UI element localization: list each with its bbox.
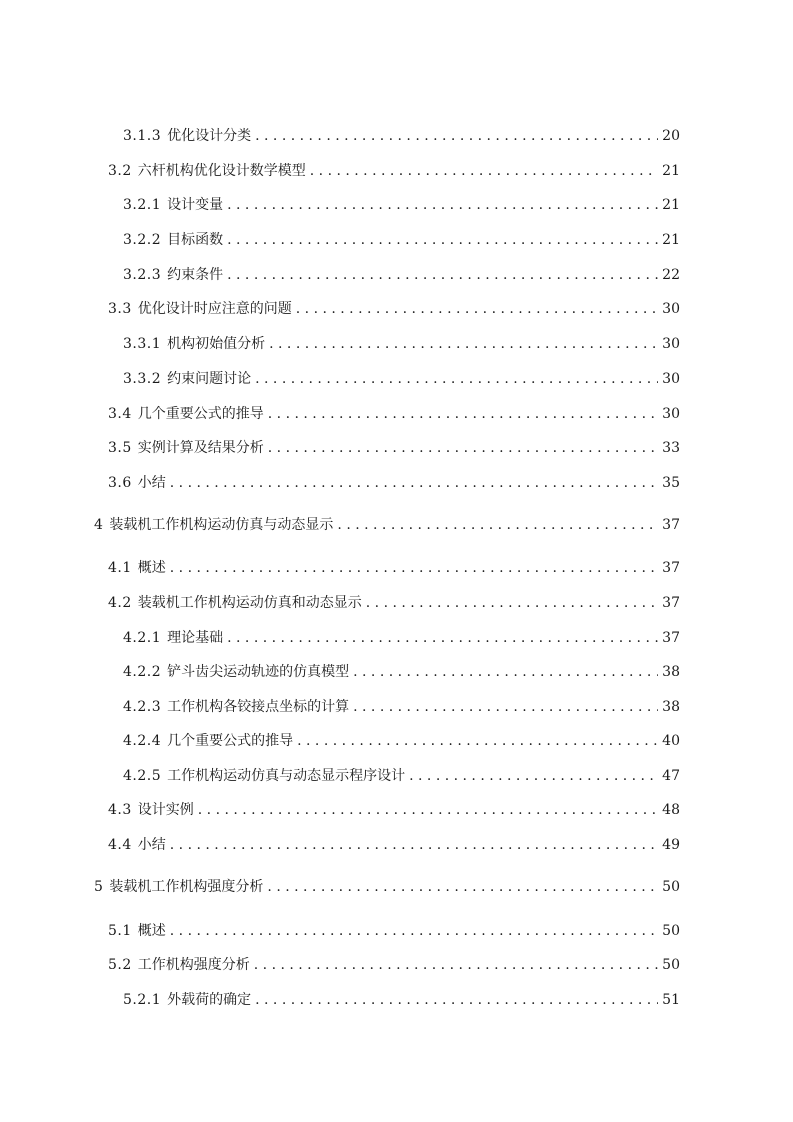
toc-entry-number: 4.2.4 bbox=[123, 733, 162, 749]
toc-dot-leader bbox=[267, 877, 658, 897]
toc-dot-leader bbox=[310, 161, 658, 181]
toc-dot-leader bbox=[409, 766, 658, 786]
toc-entry-number: 3.2.2 bbox=[123, 232, 162, 248]
toc-entry bbox=[108, 161, 680, 181]
toc-entry-title: 工作机构强度分析 bbox=[137, 957, 250, 973]
toc-entry bbox=[123, 230, 680, 250]
toc-entry-page-number: 20 bbox=[662, 128, 680, 144]
toc-entry-title: 设计变量 bbox=[167, 197, 224, 213]
toc-entry-number: 4.3 bbox=[108, 802, 132, 818]
toc-entry bbox=[108, 835, 680, 855]
toc-entry-title: 机构初始值分析 bbox=[167, 336, 266, 352]
toc-entry-number: 3.1.3 bbox=[123, 128, 162, 144]
toc-entry-title: 设计实例 bbox=[137, 802, 194, 818]
toc-dot-leader bbox=[170, 473, 658, 493]
toc-entry-page-number: 21 bbox=[662, 232, 680, 248]
toc-entry bbox=[108, 800, 680, 820]
toc-entry bbox=[108, 299, 680, 319]
toc-entry bbox=[123, 334, 680, 354]
toc-dot-leader bbox=[296, 299, 658, 319]
toc-entry-number: 5.2.1 bbox=[123, 992, 162, 1008]
toc-entry-title: 装载机工作机构运动仿真与动态显示 bbox=[109, 517, 334, 533]
toc-entry bbox=[94, 877, 680, 897]
toc-entry bbox=[108, 438, 680, 458]
toc-entry-number: 3.2 bbox=[108, 163, 132, 179]
toc-entry-page-number: 21 bbox=[662, 163, 680, 179]
toc-entry-number: 5.1 bbox=[108, 923, 132, 939]
toc-entry-page-number: 30 bbox=[662, 371, 680, 387]
toc-entry-title: 优化设计分类 bbox=[167, 128, 252, 144]
toc-entry-page-number: 37 bbox=[662, 560, 680, 576]
toc-entry-title: 工作机构各铰接点坐标的计算 bbox=[167, 699, 350, 715]
toc-entry bbox=[123, 697, 680, 717]
toc-dot-leader bbox=[297, 731, 658, 751]
toc-entry-title: 概述 bbox=[137, 560, 166, 576]
toc-dot-leader bbox=[255, 990, 658, 1010]
toc-entry-title: 优化设计时应注意的问题 bbox=[137, 301, 292, 317]
toc-dot-leader bbox=[366, 593, 658, 613]
toc-entry-title: 目标函数 bbox=[167, 232, 224, 248]
toc-dot-leader bbox=[227, 628, 658, 648]
toc-entry bbox=[123, 126, 680, 146]
toc-entry-number: 4.4 bbox=[108, 837, 132, 853]
toc-dot-leader bbox=[268, 438, 658, 458]
toc-dot-leader bbox=[353, 662, 658, 682]
toc-entry bbox=[123, 195, 680, 215]
toc-entry-page-number: 40 bbox=[662, 733, 680, 749]
toc-entry-page-number: 37 bbox=[662, 595, 680, 611]
toc-entry bbox=[123, 990, 680, 1010]
toc-entry bbox=[108, 955, 680, 975]
toc-entry bbox=[108, 558, 680, 578]
toc-entry bbox=[123, 628, 680, 648]
toc-entry-title: 几个重要公式的推导 bbox=[167, 733, 294, 749]
toc-entry-page-number: 51 bbox=[662, 992, 680, 1008]
toc-dot-leader bbox=[254, 955, 658, 975]
toc-dot-leader bbox=[268, 404, 658, 424]
toc-entry-page-number: 48 bbox=[662, 802, 680, 818]
toc-entry-page-number: 37 bbox=[662, 517, 680, 533]
toc-entry-title: 小结 bbox=[137, 475, 166, 491]
toc-entry-page-number: 22 bbox=[662, 267, 680, 283]
toc-entry-page-number: 21 bbox=[662, 197, 680, 213]
toc-entry-title: 铲斗齿尖运动轨迹的仿真模型 bbox=[167, 664, 350, 680]
toc-entry-page-number: 47 bbox=[662, 768, 680, 784]
toc-entry-page-number: 49 bbox=[662, 837, 680, 853]
toc-entry-title: 几个重要公式的推导 bbox=[137, 406, 264, 422]
toc-entry-number: 3.2.3 bbox=[123, 267, 162, 283]
toc-dot-leader bbox=[353, 697, 658, 717]
toc-entry-title: 概述 bbox=[137, 923, 166, 939]
toc-entry-title: 实例计算及结果分析 bbox=[137, 440, 264, 456]
toc-entry-number: 4.2.1 bbox=[123, 630, 162, 646]
toc-dot-leader bbox=[170, 558, 658, 578]
toc-entry-page-number: 50 bbox=[662, 957, 680, 973]
toc-entry bbox=[123, 766, 680, 786]
toc-entry-title: 工作机构运动仿真与动态显示程序设计 bbox=[167, 768, 406, 784]
toc-entry-title: 装载机工作机构运动仿真和动态显示 bbox=[137, 595, 362, 611]
toc-entry-title: 约束条件 bbox=[167, 267, 224, 283]
toc-entry-page-number: 35 bbox=[662, 475, 680, 491]
toc-entry-title: 理论基础 bbox=[167, 630, 224, 646]
toc-entry-page-number: 38 bbox=[662, 664, 680, 680]
toc-entry-number: 3.3 bbox=[108, 301, 132, 317]
toc-entry-page-number: 37 bbox=[662, 630, 680, 646]
toc-entry-number: 3.3.2 bbox=[123, 371, 162, 387]
toc-entry bbox=[123, 662, 680, 682]
toc-entry-number: 5.2 bbox=[108, 957, 132, 973]
toc-dot-leader bbox=[227, 265, 658, 285]
toc-entry-number: 3.3.1 bbox=[123, 336, 162, 352]
toc-entry-title: 外载荷的确定 bbox=[167, 992, 252, 1008]
toc-entry bbox=[108, 593, 680, 613]
toc-dot-leader bbox=[170, 921, 658, 941]
toc-entry-page-number: 33 bbox=[662, 440, 680, 456]
toc-entry-title: 约束问题讨论 bbox=[167, 371, 252, 387]
toc-entry-number: 3.4 bbox=[108, 406, 132, 422]
toc-dot-leader bbox=[227, 195, 658, 215]
toc-dot-leader bbox=[170, 835, 658, 855]
toc-entry-number: 3.6 bbox=[108, 475, 132, 491]
toc-entry bbox=[123, 731, 680, 751]
toc-entry-number: 4.2.5 bbox=[123, 768, 162, 784]
toc-entry-number: 3.5 bbox=[108, 440, 132, 456]
toc-entry-page-number: 50 bbox=[662, 923, 680, 939]
toc-entry-page-number: 50 bbox=[662, 879, 680, 895]
toc-dot-leader bbox=[227, 230, 658, 250]
toc-entry bbox=[123, 369, 680, 389]
toc-entry bbox=[123, 265, 680, 285]
toc-entry bbox=[108, 921, 680, 941]
toc-entry-number: 4.2.3 bbox=[123, 699, 162, 715]
toc-dot-leader bbox=[198, 800, 658, 820]
toc-entry-title: 小结 bbox=[137, 837, 166, 853]
toc-entry bbox=[108, 404, 680, 424]
toc-entry-number: 3.2.1 bbox=[123, 197, 162, 213]
toc-entry-number: 4 bbox=[94, 517, 104, 533]
toc-entry-page-number: 30 bbox=[662, 301, 680, 317]
toc-entry-page-number: 30 bbox=[662, 336, 680, 352]
toc-dot-leader bbox=[337, 515, 658, 535]
toc-entry-page-number: 30 bbox=[662, 406, 680, 422]
toc-entry-title: 装载机工作机构强度分析 bbox=[109, 879, 264, 895]
toc-entry-page-number: 38 bbox=[662, 699, 680, 715]
toc-entry-title: 六杆机构优化设计数学模型 bbox=[137, 163, 306, 179]
toc-entry bbox=[108, 473, 680, 493]
toc-entry-number: 5 bbox=[94, 879, 104, 895]
toc-entry bbox=[94, 515, 680, 535]
toc-entry-number: 4.2.2 bbox=[123, 664, 162, 680]
toc-dot-leader bbox=[255, 126, 658, 146]
toc-entry-number: 4.2 bbox=[108, 595, 132, 611]
toc-dot-leader bbox=[255, 369, 658, 389]
toc-dot-leader bbox=[269, 334, 658, 354]
toc-entry-number: 4.1 bbox=[108, 560, 132, 576]
